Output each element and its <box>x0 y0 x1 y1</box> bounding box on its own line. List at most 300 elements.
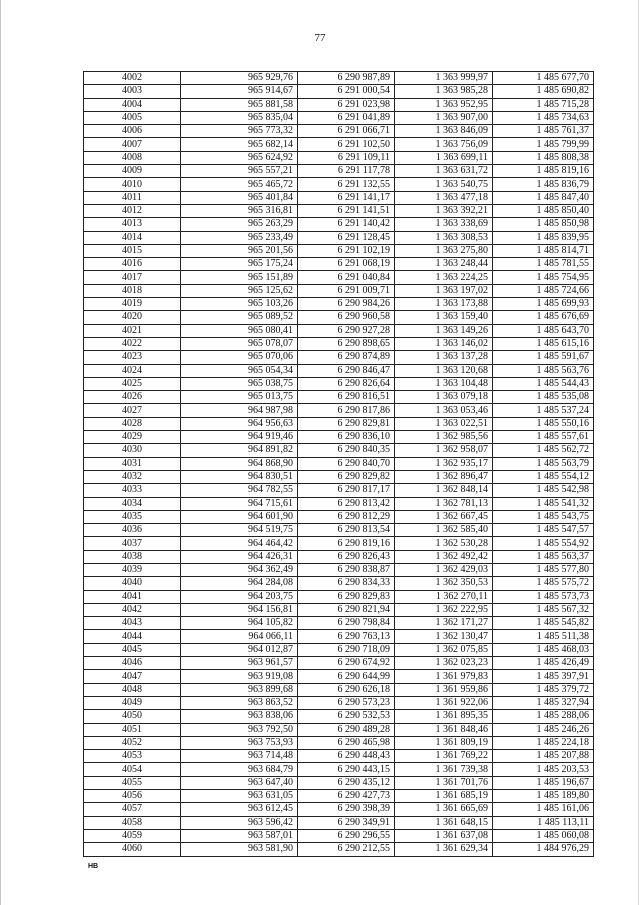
table-row <box>84 377 594 390</box>
point-number-cell: 4019 <box>84 298 181 311</box>
x-coordinate-cell: 965 914,67 <box>181 85 298 98</box>
point-number-cell: 4038 <box>84 550 181 563</box>
point-number-cell: 4028 <box>84 417 181 430</box>
point-number-cell: 4017 <box>84 271 181 284</box>
table-row <box>84 178 594 191</box>
table-row <box>84 470 594 483</box>
x-coordinate-cell: 963 714,48 <box>181 750 298 763</box>
x2-coordinate-cell: 1 363 631,72 <box>395 165 493 178</box>
footer-mark: НВ <box>88 863 99 870</box>
table-row <box>84 111 594 124</box>
x2-coordinate-cell: 1 363 952,95 <box>395 98 493 111</box>
point-number-cell: 4046 <box>84 657 181 670</box>
table-row <box>84 603 594 616</box>
x2-coordinate-cell: 1 363 173,88 <box>395 298 493 311</box>
x-coordinate-cell: 964 362,49 <box>181 563 298 576</box>
x-coordinate-cell: 965 089,52 <box>181 311 298 324</box>
y2-coordinate-cell: 1 485 814,71 <box>493 244 594 257</box>
x2-coordinate-cell: 1 363 224,25 <box>395 271 493 284</box>
y-coordinate-cell: 6 291 141,17 <box>298 191 395 204</box>
point-number-cell: 4008 <box>84 151 181 164</box>
x-coordinate-cell: 965 070,06 <box>181 351 298 364</box>
x2-coordinate-cell: 1 362 585,40 <box>395 524 493 537</box>
point-number-cell: 4036 <box>84 524 181 537</box>
point-number-cell: 4014 <box>84 231 181 244</box>
x-coordinate-cell: 964 012,87 <box>181 643 298 656</box>
table-row <box>84 298 594 311</box>
point-number-cell: 4003 <box>84 85 181 98</box>
x-coordinate-cell: 964 426,31 <box>181 550 298 563</box>
table-row <box>84 191 594 204</box>
y-coordinate-cell: 6 290 836,10 <box>298 431 395 444</box>
table-row <box>84 258 594 271</box>
x-coordinate-cell: 963 647,40 <box>181 776 298 789</box>
x-coordinate-cell: 964 956,63 <box>181 417 298 430</box>
x-coordinate-cell: 964 987,98 <box>181 404 298 417</box>
y2-coordinate-cell: 1 485 562,72 <box>493 444 594 457</box>
y-coordinate-cell: 6 290 398,39 <box>298 803 395 816</box>
x2-coordinate-cell: 1 363 149,26 <box>395 324 493 337</box>
y-coordinate-cell: 6 290 817,17 <box>298 484 395 497</box>
y-coordinate-cell: 6 291 141,51 <box>298 204 395 217</box>
table-row <box>84 125 594 138</box>
y2-coordinate-cell: 1 485 468,03 <box>493 643 594 656</box>
x2-coordinate-cell: 1 361 637,08 <box>395 829 493 842</box>
table-row <box>84 736 594 749</box>
y2-coordinate-cell: 1 485 550,16 <box>493 417 594 430</box>
y2-coordinate-cell: 1 485 808,38 <box>493 151 594 164</box>
y2-coordinate-cell: 1 485 567,32 <box>493 603 594 616</box>
y-coordinate-cell: 6 290 819,16 <box>298 537 395 550</box>
table-row <box>84 231 594 244</box>
table-row <box>84 617 594 630</box>
table-row <box>84 351 594 364</box>
y-coordinate-cell: 6 290 816,51 <box>298 391 395 404</box>
scan-left-edge <box>0 0 1 905</box>
x2-coordinate-cell: 1 362 350,53 <box>395 577 493 590</box>
x2-coordinate-cell: 1 363 985,28 <box>395 85 493 98</box>
point-number-cell: 4060 <box>84 843 181 856</box>
y2-coordinate-cell: 1 485 836,79 <box>493 178 594 191</box>
x-coordinate-cell: 963 684,79 <box>181 763 298 776</box>
y-coordinate-cell: 6 291 066,71 <box>298 125 395 138</box>
x-coordinate-cell: 965 175,24 <box>181 258 298 271</box>
table-row <box>84 444 594 457</box>
y-coordinate-cell: 6 290 829,83 <box>298 590 395 603</box>
table-row <box>84 803 594 816</box>
point-number-cell: 4015 <box>84 244 181 257</box>
point-number-cell: 4006 <box>84 125 181 138</box>
x-coordinate-cell: 963 792,50 <box>181 723 298 736</box>
x2-coordinate-cell: 1 363 137,28 <box>395 351 493 364</box>
x2-coordinate-cell: 1 363 756,09 <box>395 138 493 151</box>
x2-coordinate-cell: 1 361 629,34 <box>395 843 493 856</box>
table-row <box>84 710 594 723</box>
y-coordinate-cell: 6 290 838,87 <box>298 563 395 576</box>
y2-coordinate-cell: 1 485 754,95 <box>493 271 594 284</box>
y2-coordinate-cell: 1 485 535,08 <box>493 391 594 404</box>
x2-coordinate-cell: 1 363 120,68 <box>395 364 493 377</box>
table-row <box>84 72 594 85</box>
table-row <box>84 816 594 829</box>
y-coordinate-cell: 6 290 448,43 <box>298 750 395 763</box>
y-coordinate-cell: 6 290 829,81 <box>298 417 395 430</box>
y2-coordinate-cell: 1 485 327,94 <box>493 696 594 709</box>
x2-coordinate-cell: 1 363 846,09 <box>395 125 493 138</box>
x2-coordinate-cell: 1 363 999,97 <box>395 72 493 85</box>
y2-coordinate-cell: 1 485 537,24 <box>493 404 594 417</box>
coordinates-table-body <box>84 72 594 857</box>
x-coordinate-cell: 963 753,93 <box>181 736 298 749</box>
y-coordinate-cell: 6 290 427,73 <box>298 790 395 803</box>
x2-coordinate-cell: 1 362 171,27 <box>395 617 493 630</box>
y-coordinate-cell: 6 290 532,53 <box>298 710 395 723</box>
y-coordinate-cell: 6 291 117,78 <box>298 165 395 178</box>
y-coordinate-cell: 6 290 826,43 <box>298 550 395 563</box>
y2-coordinate-cell: 1 485 715,28 <box>493 98 594 111</box>
y2-coordinate-cell: 1 485 699,93 <box>493 298 594 311</box>
y2-coordinate-cell: 1 485 563,76 <box>493 364 594 377</box>
table-row <box>84 337 594 350</box>
y-coordinate-cell: 6 291 040,84 <box>298 271 395 284</box>
y2-coordinate-cell: 1 485 379,72 <box>493 683 594 696</box>
coordinates-table <box>83 71 594 857</box>
x-coordinate-cell: 964 066,11 <box>181 630 298 643</box>
y2-coordinate-cell: 1 485 557,61 <box>493 431 594 444</box>
y-coordinate-cell: 6 291 132,55 <box>298 178 395 191</box>
point-number-cell: 4013 <box>84 218 181 231</box>
x2-coordinate-cell: 1 361 809,19 <box>395 736 493 749</box>
y2-coordinate-cell: 1 485 060,08 <box>493 829 594 842</box>
x-coordinate-cell: 963 961,57 <box>181 657 298 670</box>
point-number-cell: 4026 <box>84 391 181 404</box>
point-number-cell: 4055 <box>84 776 181 789</box>
point-number-cell: 4010 <box>84 178 181 191</box>
x2-coordinate-cell: 1 362 023,23 <box>395 657 493 670</box>
y2-coordinate-cell: 1 485 547,57 <box>493 524 594 537</box>
y-coordinate-cell: 6 291 009,71 <box>298 284 395 297</box>
table-row <box>84 391 594 404</box>
y-coordinate-cell: 6 290 443,15 <box>298 763 395 776</box>
x-coordinate-cell: 964 830,51 <box>181 470 298 483</box>
y-coordinate-cell: 6 290 798,84 <box>298 617 395 630</box>
y2-coordinate-cell: 1 485 542,98 <box>493 484 594 497</box>
x-coordinate-cell: 963 596,42 <box>181 816 298 829</box>
point-number-cell: 4016 <box>84 258 181 271</box>
x-coordinate-cell: 963 631,05 <box>181 790 298 803</box>
table-row <box>84 683 594 696</box>
x-coordinate-cell: 964 284,08 <box>181 577 298 590</box>
y2-coordinate-cell: 1 485 799,99 <box>493 138 594 151</box>
x-coordinate-cell: 965 201,56 <box>181 244 298 257</box>
y-coordinate-cell: 6 290 349,91 <box>298 816 395 829</box>
point-number-cell: 4058 <box>84 816 181 829</box>
x-coordinate-cell: 965 316,81 <box>181 204 298 217</box>
x2-coordinate-cell: 1 362 530,28 <box>395 537 493 550</box>
point-number-cell: 4047 <box>84 670 181 683</box>
y-coordinate-cell: 6 290 573,23 <box>298 696 395 709</box>
point-number-cell: 4033 <box>84 484 181 497</box>
table-row <box>84 524 594 537</box>
table-row <box>84 577 594 590</box>
x2-coordinate-cell: 1 363 477,18 <box>395 191 493 204</box>
y-coordinate-cell: 6 290 987,89 <box>298 72 395 85</box>
y-coordinate-cell: 6 290 435,12 <box>298 776 395 789</box>
y-coordinate-cell: 6 290 960,58 <box>298 311 395 324</box>
x-coordinate-cell: 965 835,04 <box>181 111 298 124</box>
table-row <box>84 790 594 803</box>
table-row <box>84 510 594 523</box>
y2-coordinate-cell: 1 485 819,16 <box>493 165 594 178</box>
point-number-cell: 4041 <box>84 590 181 603</box>
x-coordinate-cell: 964 868,90 <box>181 457 298 470</box>
x2-coordinate-cell: 1 362 075,85 <box>395 643 493 656</box>
y2-coordinate-cell: 1 485 847,40 <box>493 191 594 204</box>
y-coordinate-cell: 6 290 821,94 <box>298 603 395 616</box>
y-coordinate-cell: 6 291 102,50 <box>298 138 395 151</box>
y2-coordinate-cell: 1 485 591,67 <box>493 351 594 364</box>
x-coordinate-cell: 965 682,14 <box>181 138 298 151</box>
x2-coordinate-cell: 1 362 896,47 <box>395 470 493 483</box>
x2-coordinate-cell: 1 363 022,51 <box>395 417 493 430</box>
y2-coordinate-cell: 1 485 563,79 <box>493 457 594 470</box>
x-coordinate-cell: 964 891,82 <box>181 444 298 457</box>
point-number-cell: 4030 <box>84 444 181 457</box>
y-coordinate-cell: 6 291 023,98 <box>298 98 395 111</box>
table-row <box>84 484 594 497</box>
point-number-cell: 4054 <box>84 763 181 776</box>
y-coordinate-cell: 6 291 000,54 <box>298 85 395 98</box>
y-coordinate-cell: 6 290 296,55 <box>298 829 395 842</box>
x2-coordinate-cell: 1 363 699,11 <box>395 151 493 164</box>
x-coordinate-cell: 963 838,06 <box>181 710 298 723</box>
table-row <box>84 244 594 257</box>
y-coordinate-cell: 6 290 644,99 <box>298 670 395 683</box>
table-row <box>84 763 594 776</box>
x2-coordinate-cell: 1 363 392,21 <box>395 204 493 217</box>
y2-coordinate-cell: 1 485 543,75 <box>493 510 594 523</box>
point-number-cell: 4022 <box>84 337 181 350</box>
x-coordinate-cell: 965 078,07 <box>181 337 298 350</box>
y2-coordinate-cell: 1 485 577,80 <box>493 563 594 576</box>
x2-coordinate-cell: 1 361 648,15 <box>395 816 493 829</box>
table-row <box>84 204 594 217</box>
table-row <box>84 98 594 111</box>
x-coordinate-cell: 965 151,89 <box>181 271 298 284</box>
y-coordinate-cell: 6 290 984,26 <box>298 298 395 311</box>
x2-coordinate-cell: 1 363 079,18 <box>395 391 493 404</box>
table-row <box>84 271 594 284</box>
point-number-cell: 4052 <box>84 736 181 749</box>
x2-coordinate-cell: 1 363 248,44 <box>395 258 493 271</box>
y2-coordinate-cell: 1 485 839,95 <box>493 231 594 244</box>
y2-coordinate-cell: 1 485 426,49 <box>493 657 594 670</box>
point-number-cell: 4048 <box>84 683 181 696</box>
y-coordinate-cell: 6 290 812,29 <box>298 510 395 523</box>
point-number-cell: 4057 <box>84 803 181 816</box>
point-number-cell: 4027 <box>84 404 181 417</box>
table-row <box>84 843 594 856</box>
table-row <box>84 723 594 736</box>
x-coordinate-cell: 964 519,75 <box>181 524 298 537</box>
x2-coordinate-cell: 1 362 958,07 <box>395 444 493 457</box>
x-coordinate-cell: 964 919,46 <box>181 431 298 444</box>
y-coordinate-cell: 6 290 813,42 <box>298 497 395 510</box>
y2-coordinate-cell: 1 485 575,72 <box>493 577 594 590</box>
x-coordinate-cell: 964 782,55 <box>181 484 298 497</box>
point-number-cell: 4050 <box>84 710 181 723</box>
table-row <box>84 457 594 470</box>
point-number-cell: 4029 <box>84 431 181 444</box>
point-number-cell: 4037 <box>84 537 181 550</box>
y2-coordinate-cell: 1 485 189,80 <box>493 790 594 803</box>
x-coordinate-cell: 965 054,34 <box>181 364 298 377</box>
point-number-cell: 4023 <box>84 351 181 364</box>
x2-coordinate-cell: 1 361 895,35 <box>395 710 493 723</box>
table-row <box>84 497 594 510</box>
y-coordinate-cell: 6 291 140,42 <box>298 218 395 231</box>
x2-coordinate-cell: 1 362 222,95 <box>395 603 493 616</box>
x2-coordinate-cell: 1 361 739,38 <box>395 763 493 776</box>
y2-coordinate-cell: 1 485 246,26 <box>493 723 594 736</box>
x-coordinate-cell: 964 464,42 <box>181 537 298 550</box>
y2-coordinate-cell: 1 485 615,16 <box>493 337 594 350</box>
scan-right-edge <box>638 0 639 905</box>
x-coordinate-cell: 965 465,72 <box>181 178 298 191</box>
table-row <box>84 404 594 417</box>
table-row <box>84 364 594 377</box>
y-coordinate-cell: 6 290 489,28 <box>298 723 395 736</box>
y2-coordinate-cell: 1 484 976,29 <box>493 843 594 856</box>
point-number-cell: 4024 <box>84 364 181 377</box>
table-row <box>84 630 594 643</box>
y-coordinate-cell: 6 290 626,18 <box>298 683 395 696</box>
table-row <box>84 657 594 670</box>
table-row <box>84 776 594 789</box>
point-number-cell: 4045 <box>84 643 181 656</box>
y-coordinate-cell: 6 291 109,11 <box>298 151 395 164</box>
x-coordinate-cell: 963 587,01 <box>181 829 298 842</box>
point-number-cell: 4032 <box>84 470 181 483</box>
point-number-cell: 4025 <box>84 377 181 390</box>
y-coordinate-cell: 6 290 840,70 <box>298 457 395 470</box>
x2-coordinate-cell: 1 363 907,00 <box>395 111 493 124</box>
x2-coordinate-cell: 1 361 979,83 <box>395 670 493 683</box>
x2-coordinate-cell: 1 361 701,76 <box>395 776 493 789</box>
x2-coordinate-cell: 1 363 159,40 <box>395 311 493 324</box>
x-coordinate-cell: 963 863,52 <box>181 696 298 709</box>
x2-coordinate-cell: 1 361 922,06 <box>395 696 493 709</box>
y2-coordinate-cell: 1 485 554,12 <box>493 470 594 483</box>
x2-coordinate-cell: 1 362 667,45 <box>395 510 493 523</box>
y2-coordinate-cell: 1 485 554,92 <box>493 537 594 550</box>
x2-coordinate-cell: 1 363 053,46 <box>395 404 493 417</box>
x2-coordinate-cell: 1 362 935,17 <box>395 457 493 470</box>
y-coordinate-cell: 6 290 718,09 <box>298 643 395 656</box>
table-row <box>84 563 594 576</box>
y2-coordinate-cell: 1 485 544,43 <box>493 377 594 390</box>
y2-coordinate-cell: 1 485 288,06 <box>493 710 594 723</box>
x2-coordinate-cell: 1 361 769,22 <box>395 750 493 763</box>
y2-coordinate-cell: 1 485 207,88 <box>493 750 594 763</box>
x-coordinate-cell: 964 156,81 <box>181 603 298 616</box>
y2-coordinate-cell: 1 485 850,98 <box>493 218 594 231</box>
x-coordinate-cell: 965 013,75 <box>181 391 298 404</box>
point-number-cell: 4018 <box>84 284 181 297</box>
y2-coordinate-cell: 1 485 573,73 <box>493 590 594 603</box>
x-coordinate-cell: 964 601,90 <box>181 510 298 523</box>
x-coordinate-cell: 965 125,62 <box>181 284 298 297</box>
table-row <box>84 324 594 337</box>
y-coordinate-cell: 6 290 763,13 <box>298 630 395 643</box>
table-row <box>84 417 594 430</box>
point-number-cell: 4040 <box>84 577 181 590</box>
point-number-cell: 4044 <box>84 630 181 643</box>
table-row <box>84 431 594 444</box>
x2-coordinate-cell: 1 363 338,69 <box>395 218 493 231</box>
page-number: 77 <box>314 32 326 44</box>
point-number-cell: 4034 <box>84 497 181 510</box>
x-coordinate-cell: 964 203,75 <box>181 590 298 603</box>
y-coordinate-cell: 6 290 927,28 <box>298 324 395 337</box>
y2-coordinate-cell: 1 485 734,63 <box>493 111 594 124</box>
point-number-cell: 4053 <box>84 750 181 763</box>
x2-coordinate-cell: 1 361 848,46 <box>395 723 493 736</box>
x-coordinate-cell: 963 581,90 <box>181 843 298 856</box>
table-row <box>84 165 594 178</box>
x-coordinate-cell: 964 105,82 <box>181 617 298 630</box>
y2-coordinate-cell: 1 485 563,37 <box>493 550 594 563</box>
point-number-cell: 4020 <box>84 311 181 324</box>
point-number-cell: 4002 <box>84 72 181 85</box>
x-coordinate-cell: 965 929,76 <box>181 72 298 85</box>
y-coordinate-cell: 6 291 041,89 <box>298 111 395 124</box>
point-number-cell: 4007 <box>84 138 181 151</box>
y2-coordinate-cell: 1 485 545,82 <box>493 617 594 630</box>
y2-coordinate-cell: 1 485 690,82 <box>493 85 594 98</box>
x2-coordinate-cell: 1 361 665,69 <box>395 803 493 816</box>
x2-coordinate-cell: 1 362 270,11 <box>395 590 493 603</box>
y2-coordinate-cell: 1 485 511,38 <box>493 630 594 643</box>
table-row <box>84 311 594 324</box>
y-coordinate-cell: 6 290 465,98 <box>298 736 395 749</box>
x-coordinate-cell: 965 773,32 <box>181 125 298 138</box>
y-coordinate-cell: 6 290 846,47 <box>298 364 395 377</box>
y2-coordinate-cell: 1 485 541,32 <box>493 497 594 510</box>
y2-coordinate-cell: 1 485 113,11 <box>493 816 594 829</box>
point-number-cell: 4021 <box>84 324 181 337</box>
y2-coordinate-cell: 1 485 161,06 <box>493 803 594 816</box>
table-row <box>84 85 594 98</box>
y-coordinate-cell: 6 290 834,33 <box>298 577 395 590</box>
table-row <box>84 590 594 603</box>
y2-coordinate-cell: 1 485 676,69 <box>493 311 594 324</box>
table-row <box>84 138 594 151</box>
point-number-cell: 4012 <box>84 204 181 217</box>
x2-coordinate-cell: 1 363 540,75 <box>395 178 493 191</box>
y2-coordinate-cell: 1 485 781,55 <box>493 258 594 271</box>
x-coordinate-cell: 965 401,84 <box>181 191 298 204</box>
y2-coordinate-cell: 1 485 724,66 <box>493 284 594 297</box>
y-coordinate-cell: 6 290 212,55 <box>298 843 395 856</box>
point-number-cell: 4043 <box>84 617 181 630</box>
x2-coordinate-cell: 1 363 308,53 <box>395 231 493 244</box>
x2-coordinate-cell: 1 362 492,42 <box>395 550 493 563</box>
x2-coordinate-cell: 1 362 130,47 <box>395 630 493 643</box>
table-row <box>84 218 594 231</box>
y-coordinate-cell: 6 291 102,19 <box>298 244 395 257</box>
point-number-cell: 4049 <box>84 696 181 709</box>
